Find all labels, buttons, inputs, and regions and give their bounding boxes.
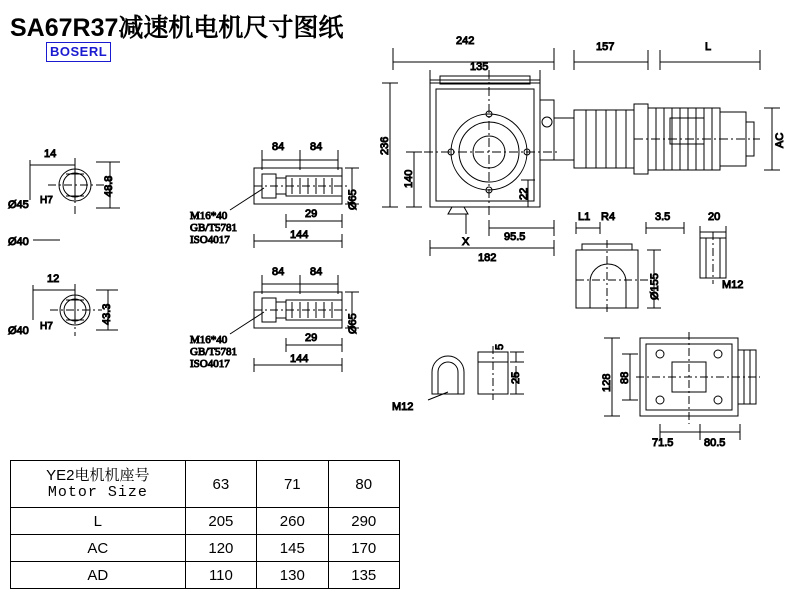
dim-flange-L1: L1 xyxy=(578,211,591,223)
table-row-label-AC: AC xyxy=(11,535,186,562)
table-row xyxy=(11,535,400,562)
table-row xyxy=(11,508,400,535)
table-header-label xyxy=(11,461,186,508)
note-shaft-bottom-1: M16*40 xyxy=(190,334,228,346)
note-shaft-bottom-3: ISO4017 xyxy=(190,358,230,370)
table-cell-L-80: 290 xyxy=(328,508,399,535)
dim-base-71-5: 71.5 xyxy=(652,437,674,449)
dim-main-182: 182 xyxy=(478,252,497,264)
dim-shaft-top-dia: Ø65 xyxy=(347,189,359,210)
dim-left-bottom-height: 43.3 xyxy=(101,303,113,325)
table-cell-AC-80: 170 xyxy=(328,535,399,562)
label-section-x: X xyxy=(462,236,470,248)
table-row-label-L: L xyxy=(11,508,186,535)
dim-shaft-bottom-dia: Ø65 xyxy=(347,313,359,334)
dim-shaft-top-d: 144 xyxy=(290,229,309,241)
table-cell-L-63: 205 xyxy=(185,508,256,535)
dim-shaft-bottom-d: 144 xyxy=(290,353,309,365)
dim-left-top-bore-tol: H7 xyxy=(40,195,53,206)
table-cell-L-71: 260 xyxy=(257,508,328,535)
dim-shaft-bottom-b: 84 xyxy=(310,266,323,278)
note-shaft-bottom-2: GB/T5781 xyxy=(190,346,238,358)
motor-size-table xyxy=(10,460,400,589)
table-row-label-AD: AD xyxy=(11,562,186,589)
dim-left-top-bore: Ø45 xyxy=(8,199,29,211)
dim-left-top-outer: Ø40 xyxy=(8,236,29,248)
table-cell-AD-63: 110 xyxy=(185,562,256,589)
dim-flange-R4: R4 xyxy=(601,211,616,223)
dim-base-128: 128 xyxy=(601,373,613,392)
brand-logo: BOSERL xyxy=(46,42,111,62)
dim-shaft-bottom-a: 84 xyxy=(272,266,285,278)
thread-flange-M12: M12 xyxy=(722,279,744,291)
dim-left-bottom-bore: Ø40 xyxy=(8,325,29,337)
table-header-value-1: 71 xyxy=(257,461,328,508)
dim-left-top-width: 14 xyxy=(44,148,57,160)
table-header-label-en: Motor Size xyxy=(47,484,148,501)
table-header-value-2: 80 xyxy=(328,461,399,508)
dim-main-157: 157 xyxy=(596,41,615,53)
page-title: SA67R37减速机电机尺寸图纸 xyxy=(10,14,344,42)
dim-flange-3-5: 3.5 xyxy=(655,211,671,223)
table-header-value-0: 63 xyxy=(185,461,256,508)
dim-main-L: L xyxy=(705,41,712,53)
dim-shaft-top-c: 29 xyxy=(305,208,318,220)
dim-shaft-bottom-c: 29 xyxy=(305,332,318,344)
thread-foot-M12: M12 xyxy=(392,401,414,413)
table-cell-AD-80: 135 xyxy=(328,562,399,589)
table-header-row xyxy=(11,461,400,508)
table-row xyxy=(11,562,400,589)
dim-shaft-top-b: 84 xyxy=(310,141,323,153)
dim-foot-25: 25 xyxy=(510,371,522,384)
table-cell-AC-71: 145 xyxy=(257,535,328,562)
dim-main-236: 236 xyxy=(379,136,391,155)
note-shaft-top-1: M16*40 xyxy=(190,210,228,222)
dim-flange-20: 20 xyxy=(708,211,721,223)
dim-base-80-5: 80.5 xyxy=(704,437,726,449)
table-cell-AD-71: 130 xyxy=(257,562,328,589)
dim-left-bottom-bore-tol: H7 xyxy=(40,321,53,332)
dim-main-135: 135 xyxy=(470,61,489,73)
main-assembly-view xyxy=(382,48,780,256)
dim-left-bottom-width: 12 xyxy=(47,273,60,285)
dim-main-140: 140 xyxy=(403,169,415,188)
dim-left-top-height: 48.8 xyxy=(103,175,115,197)
dim-main-95-5: 95.5 xyxy=(504,231,526,243)
dim-flange-dia155: Ø155 xyxy=(649,273,661,300)
dim-main-22: 22 xyxy=(518,187,530,200)
note-shaft-top-2: GB/T5781 xyxy=(190,222,238,234)
dim-foot-5: 5 xyxy=(494,343,506,350)
note-shaft-top-3: ISO4017 xyxy=(190,234,230,246)
table-header-label-cn: YE2电机机座号 xyxy=(46,466,150,484)
table-cell-AC-63: 120 xyxy=(185,535,256,562)
dim-main-242: 242 xyxy=(456,35,475,47)
dim-shaft-top-a: 84 xyxy=(272,141,285,153)
base-bottom-view xyxy=(604,332,760,440)
dim-main-AC: AC xyxy=(774,132,786,148)
dim-base-88: 88 xyxy=(619,371,631,384)
